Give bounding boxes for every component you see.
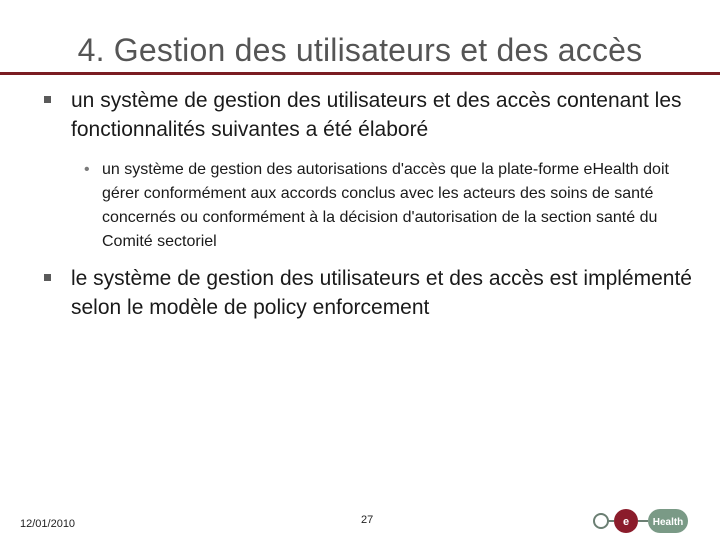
logo-e-text: e — [622, 516, 630, 528]
bullet-text: un système de gestion des utilisateurs et des accès contenant les fonctionnalités suivantes a été élaboré — [71, 89, 682, 141]
dot-bullet-icon: • — [84, 161, 90, 178]
sub-bullet-item — [84, 158, 694, 254]
square-bullet-icon — [44, 274, 51, 281]
slide-title: 4. Gestion des utilisateurs et des accès — [77, 32, 643, 68]
logo-health-text: Health — [652, 517, 684, 528]
title-divider — [0, 72, 720, 75]
bullet-item — [44, 264, 694, 322]
ehealth-logo — [590, 506, 718, 536]
page-number: 27 — [361, 514, 374, 526]
sub-bullet-text: un système de gestion des autorisations d'accès que la plate-forme eHealth doit gérer conformément aux accords conclus avec les acteurs des soins de santé concernés ou conformément à la décision d'autorisation de la section santé du Comité sectoriel — [102, 161, 669, 250]
square-bullet-icon — [44, 96, 51, 103]
bullet-item — [44, 86, 694, 144]
footer-date: 12/01/2010 — [20, 518, 76, 530]
logo-ring-icon — [594, 514, 608, 528]
slide-content — [44, 86, 694, 322]
bullet-text: le système de gestion des utilisateurs et des accès est implémenté selon le modèle de policy enforcement — [71, 267, 692, 319]
